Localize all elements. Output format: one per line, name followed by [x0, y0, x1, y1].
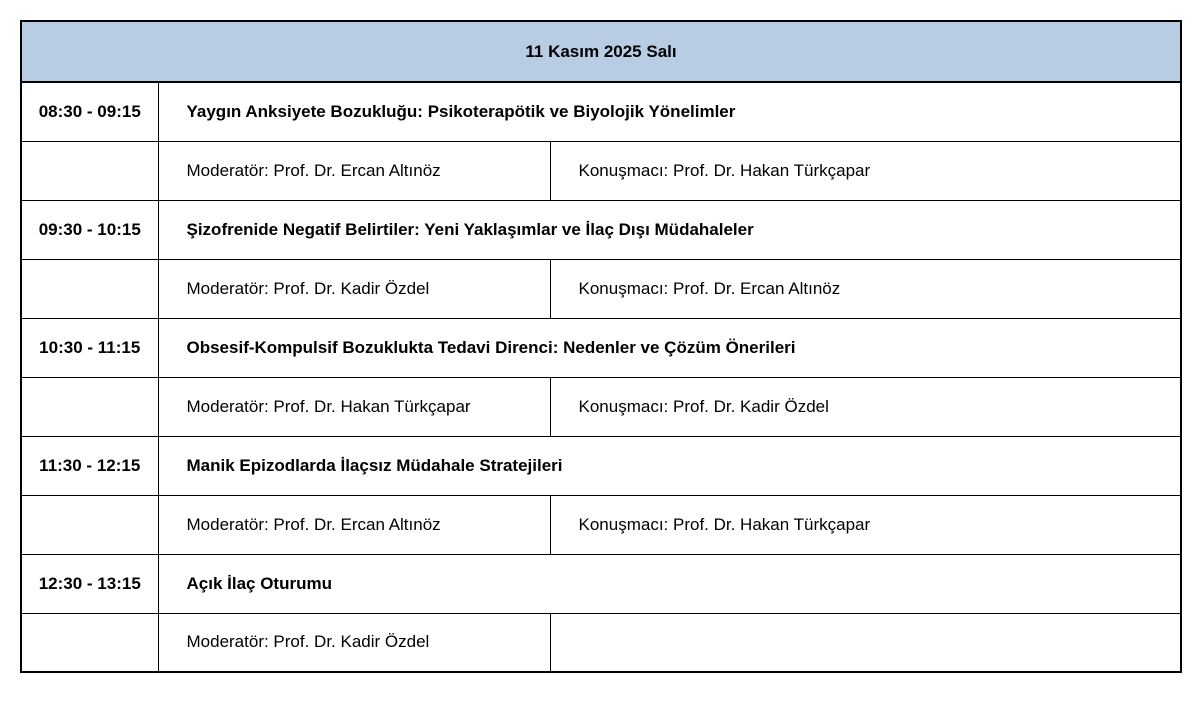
session-time: 12:30 - 13:15	[21, 554, 158, 613]
session-time: 11:30 - 12:15	[21, 436, 158, 495]
session-moderator: Moderatör: Prof. Dr. Ercan Altınöz	[158, 141, 550, 200]
session-time: 09:30 - 10:15	[21, 200, 158, 259]
session-title-row	[21, 436, 1181, 495]
session-title-row	[21, 554, 1181, 613]
session-title: Manik Epizodlarda İlaçsız Müdahale Stratejileri	[158, 436, 1181, 495]
schedule-table	[20, 20, 1182, 673]
empty-time-cell	[21, 613, 158, 672]
session-people-row	[21, 259, 1181, 318]
session-time: 10:30 - 11:15	[21, 318, 158, 377]
date-header-row	[21, 21, 1181, 82]
session-title: Obsesif-Kompulsif Bozuklukta Tedavi Direnci: Nedenler ve Çözüm Önerileri	[158, 318, 1181, 377]
session-title-row	[21, 318, 1181, 377]
empty-time-cell	[21, 141, 158, 200]
empty-time-cell	[21, 377, 158, 436]
session-speaker: Konuşmacı: Prof. Dr. Kadir Özdel	[550, 377, 1181, 436]
session-people-row	[21, 377, 1181, 436]
session-title: Yaygın Anksiyete Bozukluğu: Psikoterapötik ve Biyolojik Yönelimler	[158, 82, 1181, 141]
empty-time-cell	[21, 259, 158, 318]
session-speaker: Konuşmacı: Prof. Dr. Ercan Altınöz	[550, 259, 1181, 318]
session-title-row	[21, 82, 1181, 141]
session-people-row	[21, 141, 1181, 200]
session-time: 08:30 - 09:15	[21, 82, 158, 141]
session-title-row	[21, 200, 1181, 259]
session-title: Şizofrenide Negatif Belirtiler: Yeni Yaklaşımlar ve İlaç Dışı Müdahaleler	[158, 200, 1181, 259]
date-header: 11 Kasım 2025 Salı	[21, 21, 1181, 82]
session-speaker	[550, 613, 1181, 672]
session-moderator: Moderatör: Prof. Dr. Kadir Özdel	[158, 259, 550, 318]
session-moderator: Moderatör: Prof. Dr. Ercan Altınöz	[158, 495, 550, 554]
session-moderator: Moderatör: Prof. Dr. Hakan Türkçapar	[158, 377, 550, 436]
session-moderator: Moderatör: Prof. Dr. Kadir Özdel	[158, 613, 550, 672]
empty-time-cell	[21, 495, 158, 554]
session-speaker: Konuşmacı: Prof. Dr. Hakan Türkçapar	[550, 495, 1181, 554]
session-title: Açık İlaç Oturumu	[158, 554, 1181, 613]
session-people-row	[21, 613, 1181, 672]
session-people-row	[21, 495, 1181, 554]
session-speaker: Konuşmacı: Prof. Dr. Hakan Türkçapar	[550, 141, 1181, 200]
